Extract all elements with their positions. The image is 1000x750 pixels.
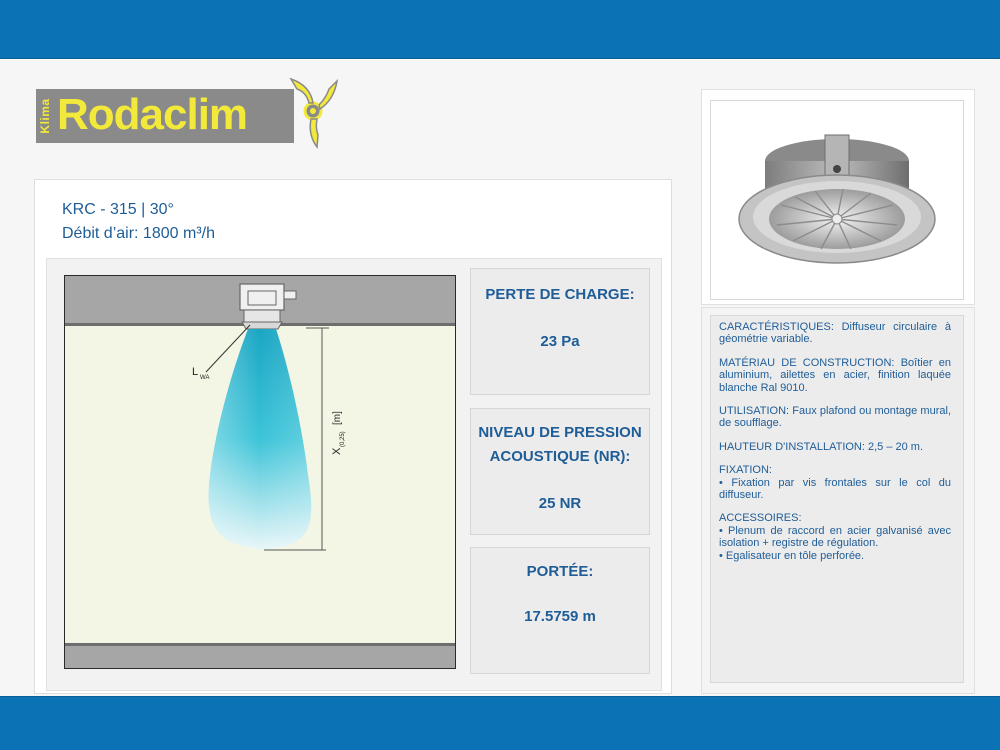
spec-material: MATÉRIAU DE CONSTRUCTION: Boîtier en aluminium, ailettes en acier, finition laquée blanche Ral 9010. [719,356,951,394]
round-diffuser-icon [711,101,963,299]
throw-label: PORTÉE: [526,563,594,580]
lwa-subscript: WA [200,375,210,381]
svg-text:(0,25): (0,25) [340,431,346,447]
logo-brand-text: Rodaclim [57,90,248,139]
noise-level-label-line2: ACOUSTIQUE (NR): [489,448,631,465]
throw-value: 17.5759 m [524,608,596,625]
pressure-drop-box [470,268,650,395]
spec-accessories-item-1: • Plenum de raccord en acier galvanisé avec isolation + registre de régulation. [719,524,951,550]
bottom-bar [0,696,1000,750]
noise-level-value: 25 NR [538,495,582,512]
logo-klima-text: Klima [38,98,52,134]
throw-box [470,547,650,674]
spec-fixation [719,464,951,501]
svg-text:X: X [331,447,343,455]
svg-text:[m]: [m] [332,411,343,425]
spec-accessories [719,512,951,562]
spec-height: HAUTEUR D'INSTALLATION: 2,5 – 20 m. [719,440,924,453]
top-bar [0,0,1000,59]
spec-accessories-item-2: • Egalisateur en tôle perforée. [719,549,865,562]
fan-logo-icon [281,73,345,149]
airflow-title: Débit d’air: 1800 m³/h [62,225,215,242]
spec-accessories-title: ACCESSOIRES: [719,512,802,525]
lwa-label: L [192,366,199,378]
spec-usage: UTILISATION: Faux plafond ou montage mural, de soufflage. [719,405,951,430]
floor-line [65,643,455,646]
spec-fixation-title: FIXATION: [719,464,772,477]
product-image [710,100,964,300]
spec-fixation-item: • Fixation par vis frontales sur le col du diffuseur. [719,476,951,502]
spec-characteristics: CARACTÉRISTIQUES: Diffuseur circulaire à géométrie variable. [719,321,951,346]
logo-klima-tag [36,89,54,143]
model-title: KRC - 315 | 30° [62,201,174,218]
throw-diagram [64,275,456,669]
rodaclim-logo [33,73,343,153]
specifications-text [719,321,951,573]
noise-level-box [470,408,650,535]
floor-slab [65,645,455,668]
noise-level-label-line1: NIVEAU DE PRESSION [478,424,642,441]
pressure-drop-label: PERTE DE CHARGE: [485,286,635,303]
pressure-drop-value: 23 Pa [540,333,580,350]
